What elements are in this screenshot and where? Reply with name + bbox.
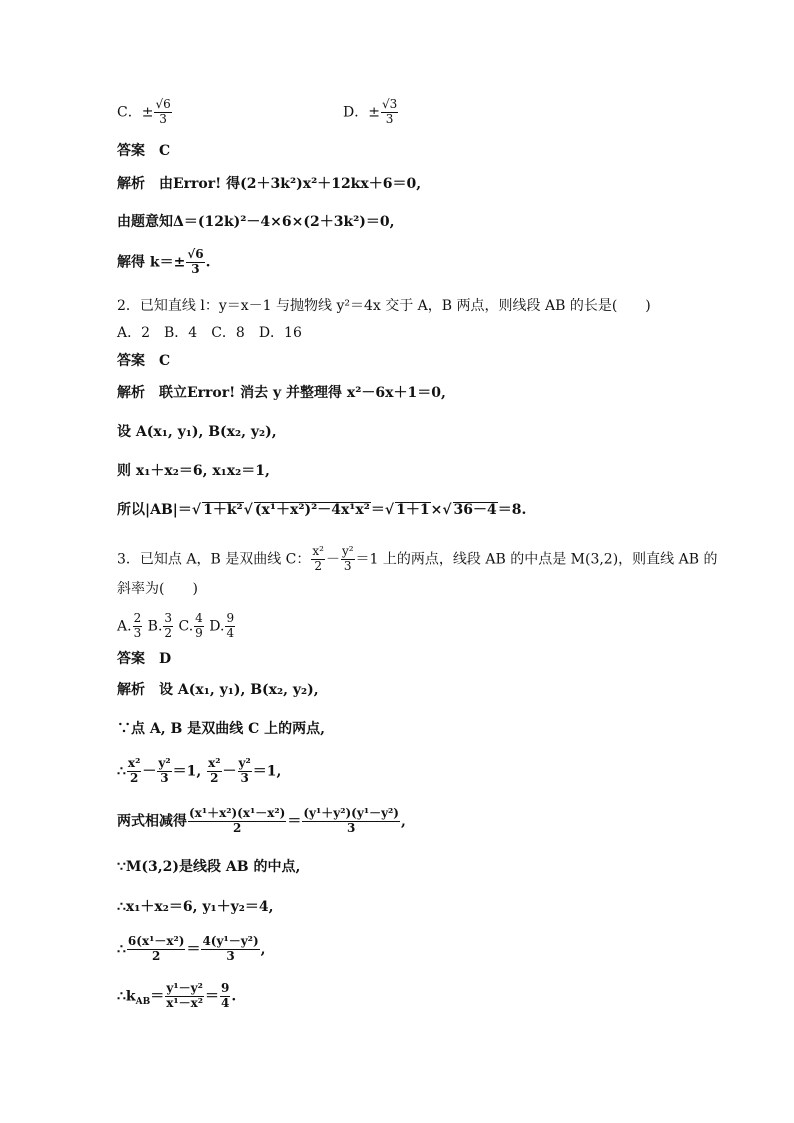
fraction-numerator: x² bbox=[312, 544, 324, 558]
solution-text: , bbox=[260, 941, 266, 958]
solution-fraction bbox=[302, 807, 400, 836]
therefore-symbol: ∴ bbox=[117, 941, 126, 958]
solution-2-line-4: 所以|AB|＝√ 1＋k²√ (x¹＋x²)²－4x¹x²＝√ 1＋1×√ 36－4＝8. bbox=[117, 502, 527, 518]
question-3-options bbox=[117, 612, 236, 641]
fraction-denominator: 4 bbox=[226, 625, 235, 640]
option-label: C. bbox=[178, 618, 194, 635]
option-b-fraction bbox=[163, 612, 173, 641]
solution-3-line-4 bbox=[117, 807, 406, 836]
sqrt-radicand: 1＋1 bbox=[396, 502, 430, 518]
question-fraction bbox=[311, 545, 325, 574]
fraction-numerator: (y¹＋y²)(y¹－y²) bbox=[303, 806, 399, 820]
solution-3-line-3 bbox=[117, 757, 281, 786]
fraction-denominator: 2 bbox=[210, 770, 219, 785]
question-3-line-2: 斜率为( ) bbox=[117, 581, 198, 597]
sqrt-radicand: 36－4 bbox=[453, 502, 497, 518]
fraction-numerator: x² bbox=[208, 756, 221, 770]
fraction-denominator: 4 bbox=[221, 995, 230, 1010]
question-text: ＝1 上的两点，线段 AB 的中点是 M(3,2)，则直线 AB 的 bbox=[355, 551, 718, 568]
equals-sign: ＝ bbox=[287, 813, 302, 830]
option-c-fraction bbox=[154, 98, 171, 127]
solution-fraction bbox=[165, 982, 204, 1011]
solution-2-line-3: 则 x₁＋x₂＝6, x₁x₂＝1, bbox=[117, 463, 270, 479]
solution-text: 所以|AB|＝ bbox=[117, 502, 192, 518]
fraction-numerator: √6 bbox=[187, 247, 204, 261]
solution-fraction bbox=[186, 248, 204, 277]
fraction-numerator: y² bbox=[341, 544, 354, 558]
fraction-numerator: 3 bbox=[164, 611, 173, 625]
minus-sign: － bbox=[222, 763, 237, 780]
solution-3-line-1: 解析 设 A(x₁, y₁), B(x₂, y₂), bbox=[117, 682, 319, 698]
option-a-fraction bbox=[133, 612, 143, 641]
equals-sign: ＝ bbox=[150, 988, 165, 1005]
fraction-denominator: 2 bbox=[129, 770, 139, 785]
option-d-label: D．± bbox=[343, 104, 380, 121]
solution-fraction bbox=[201, 935, 259, 964]
fraction-denominator: 2 bbox=[152, 948, 161, 963]
solution-2-line-2: 设 A(x₁, y₁), B(x₂, y₂), bbox=[117, 424, 277, 440]
equals-sign: ＝ bbox=[205, 988, 220, 1005]
solution-fraction bbox=[188, 807, 286, 836]
fraction-numerator: 4 bbox=[195, 611, 203, 625]
solution-1-line-1: 解析 由Error! 得(2＋3k²)x²＋12kx＋6＝0, bbox=[117, 176, 422, 192]
fraction-numerator: 6(x¹－x²) bbox=[127, 934, 185, 948]
solution-fraction bbox=[220, 982, 230, 1011]
fraction-numerator: (x¹＋x²)(x¹－x²) bbox=[189, 806, 286, 820]
solution-fraction bbox=[127, 757, 141, 786]
solution-3-line-6: ∴x₁＋x₂＝6, y₁＋y₂＝4, bbox=[117, 899, 274, 915]
sqrt-radicand: 1＋k² bbox=[203, 502, 243, 518]
answer-3: 答案 D bbox=[117, 651, 172, 667]
question-2-options: A．2 B．4 C．8 D．16 bbox=[117, 325, 302, 341]
fraction-numerator: x² bbox=[127, 756, 141, 770]
solution-fraction bbox=[238, 757, 252, 786]
solution-3-line-8 bbox=[117, 982, 236, 1011]
solution-text: ＝8. bbox=[497, 502, 527, 518]
option-d-fraction bbox=[381, 98, 398, 127]
therefore-symbol: ∴ bbox=[117, 763, 126, 780]
fraction-denominator: 3 bbox=[240, 770, 249, 785]
fraction-numerator: 2 bbox=[133, 611, 142, 625]
minus-sign: － bbox=[142, 763, 157, 780]
solution-3-line-5: ∵M(3,2)是线段 AB 的中点, bbox=[117, 859, 301, 875]
solution-1-line-2: 由题意知Δ＝(12k)²－4×6×(2＋3k²)＝0, bbox=[117, 214, 395, 230]
minus-sign: － bbox=[325, 551, 340, 568]
option-c bbox=[117, 98, 173, 127]
option-label: D. bbox=[209, 618, 225, 635]
solution-3-line-7 bbox=[117, 935, 266, 964]
solution-fraction bbox=[157, 757, 171, 786]
question-3-line-1 bbox=[117, 545, 717, 574]
answer-2: 答案 C bbox=[117, 353, 171, 369]
fraction-denominator: 3 bbox=[226, 948, 235, 963]
solution-1-line-3 bbox=[117, 248, 210, 277]
slope-subscript: AB bbox=[135, 997, 151, 1008]
fraction-denominator: 3 bbox=[385, 111, 394, 126]
fraction-numerator: y² bbox=[238, 756, 251, 770]
fraction-numerator: √6 bbox=[155, 97, 171, 111]
solution-fraction bbox=[127, 935, 186, 964]
fraction-numerator: 9 bbox=[221, 981, 230, 995]
fraction-numerator: y¹－y² bbox=[166, 981, 203, 995]
option-label: A. bbox=[117, 618, 132, 635]
fraction-denominator: 3 bbox=[191, 261, 200, 276]
fraction-denominator: 3 bbox=[160, 770, 169, 785]
sqrt-radicand: (x¹＋x²)²－4x¹x² bbox=[254, 502, 370, 518]
solution-text: . bbox=[205, 254, 211, 271]
answer-1: 答案 C bbox=[117, 143, 171, 159]
fraction-denominator: 3 bbox=[343, 558, 352, 573]
solution-3-line-2: ∵点 A, B 是双曲线 C 上的两点, bbox=[117, 721, 325, 737]
solution-text: . bbox=[231, 988, 237, 1005]
solution-text: 解得 k＝± bbox=[117, 254, 186, 271]
option-label: B. bbox=[147, 618, 163, 635]
fraction-denominator: x¹－x² bbox=[166, 995, 204, 1010]
fraction-numerator: 9 bbox=[226, 611, 235, 625]
solution-text: ＝1, bbox=[172, 763, 207, 780]
option-d-fraction bbox=[225, 612, 235, 641]
option-c-label: C．± bbox=[117, 104, 154, 121]
fraction-denominator: 2 bbox=[233, 820, 242, 835]
fraction-denominator: 2 bbox=[164, 625, 173, 640]
slope-symbol: ∴k bbox=[117, 988, 136, 1005]
fraction-denominator: 3 bbox=[347, 820, 356, 835]
solution-text: 两式相减得 bbox=[117, 813, 187, 830]
solution-text: ＝1, bbox=[252, 763, 282, 780]
times-sign: × bbox=[430, 502, 443, 518]
question-fraction bbox=[341, 545, 355, 574]
question-text: 3．已知点 A，B 是双曲线 C： bbox=[117, 551, 311, 568]
fraction-denominator: 3 bbox=[133, 625, 142, 640]
fraction-numerator: 4(y¹－y²) bbox=[202, 934, 259, 948]
fraction-denominator: 2 bbox=[314, 558, 322, 573]
option-d bbox=[343, 98, 399, 127]
option-c-fraction bbox=[194, 612, 204, 641]
fraction-numerator: y² bbox=[158, 756, 171, 770]
solution-2-line-1: 解析 联立Error! 消去 y 并整理得 x²－6x＋1＝0, bbox=[117, 385, 446, 401]
equals-sign: ＝ bbox=[186, 941, 201, 958]
solution-text: , bbox=[401, 813, 406, 830]
fraction-denominator: 3 bbox=[159, 111, 167, 126]
equals-sign: ＝ bbox=[370, 502, 385, 518]
fraction-numerator: √3 bbox=[381, 97, 398, 111]
solution-fraction bbox=[207, 757, 221, 786]
fraction-denominator: 9 bbox=[195, 625, 203, 640]
question-2: 2．已知直线 l：y＝x－1 与抛物线 y²＝4x 交于 A，B 两点，则线段 AB 的长是( ) bbox=[117, 298, 651, 314]
